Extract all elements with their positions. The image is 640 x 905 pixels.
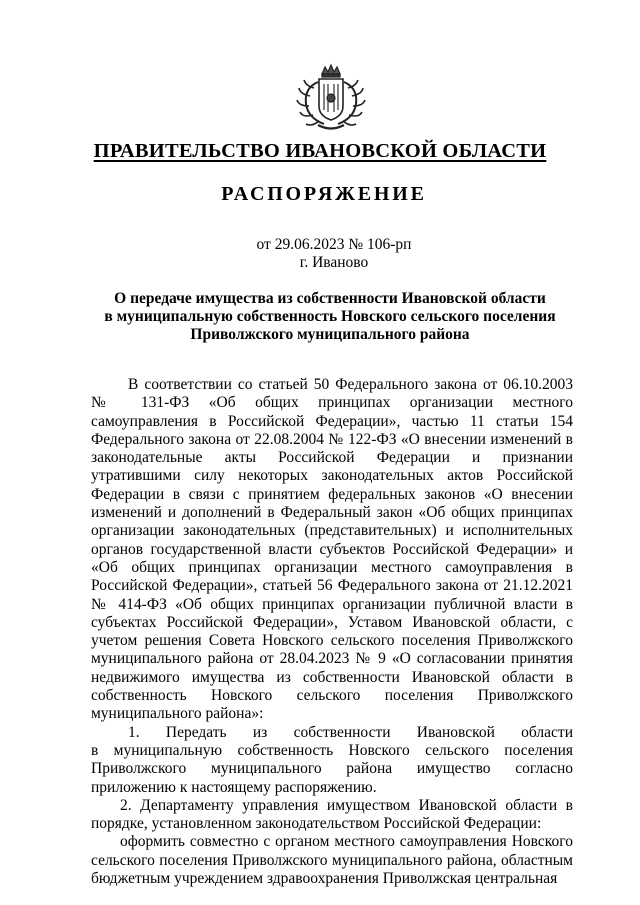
preamble-paragraph: В соответствии со статьей 50 Федерального закона от 06.10.2003 № 131-ФЗ «Об общих принципах организации местного самоуправления в Российской Федерации», частью 11 статьи 154 Федерального закона от 22.08.2004 № 122-ФЗ «О внесении изменений в законодательные акты Российской Федерации и признании утратившими силу некоторых законодательных актов Российской Федерации в связи с принятием федеральных законов «О внесении изменений и дополнений в Федеральный закон «Об общих принципах организации законодательных (представительных) и исполнительных органов государственной власти субъектов Российской Федерации» и «Об общих принципах организации местного самоуправления в Российской Федерации», статьей 56 Федерального закона от 21.12.2021 № 414-ФЗ «Об общих принципах организации публичной власти в субъектах Российской Федерации», Уставом Ивановской области, с учетом решения Совета Новского сельского поселения Приволжского муниципального района от 28.04.2023 № 9 «О согласовании принятия недвижимого имущества из собственности Ивановской области в собственность Новского сельского поселения Приволжского муниципального района»: [91, 376, 573, 723]
title-line: в муниципальную собственность Новского сельского поселения [104, 308, 556, 325]
item-2-paragraph: 2. Департаменту управления имуществом Ивановской области в порядке, установленном законодательством Российской Федерации: [91, 796, 573, 833]
document-title [90, 290, 570, 344]
title-line: О передаче имущества из собственности Ивановской области [114, 290, 546, 307]
coat-of-arms-emblem [294, 62, 368, 134]
document-meta [0, 236, 640, 272]
document-type-heading: РАСПОРЯЖЕНИЕ [221, 183, 427, 205]
title-line: Приволжского муниципального района [190, 326, 470, 343]
document-body [91, 376, 573, 888]
item-1-text: в муниципальную собственность Новского сельского поселения Приволжского муниципального района имущество согласно приложению к настоящему распоряжению. [91, 741, 573, 796]
item-2-subparagraph: оформить совместно с органом местного самоуправления Новского сельского поселения Приволжского муниципального района, областным бюджетным учреждением здравоохранения Приволжская центральная [91, 833, 573, 888]
government-heading: ПРАВИТЕЛЬСТВО ИВАНОВСКОЙ ОБЛАСТИ [93, 140, 547, 162]
city: г. Иваново [299, 254, 369, 271]
date-number: от 29.06.2023 № 106-рп [256, 236, 412, 253]
item-1-heading: 1. Передать из собственности Ивановской области [128, 723, 573, 741]
